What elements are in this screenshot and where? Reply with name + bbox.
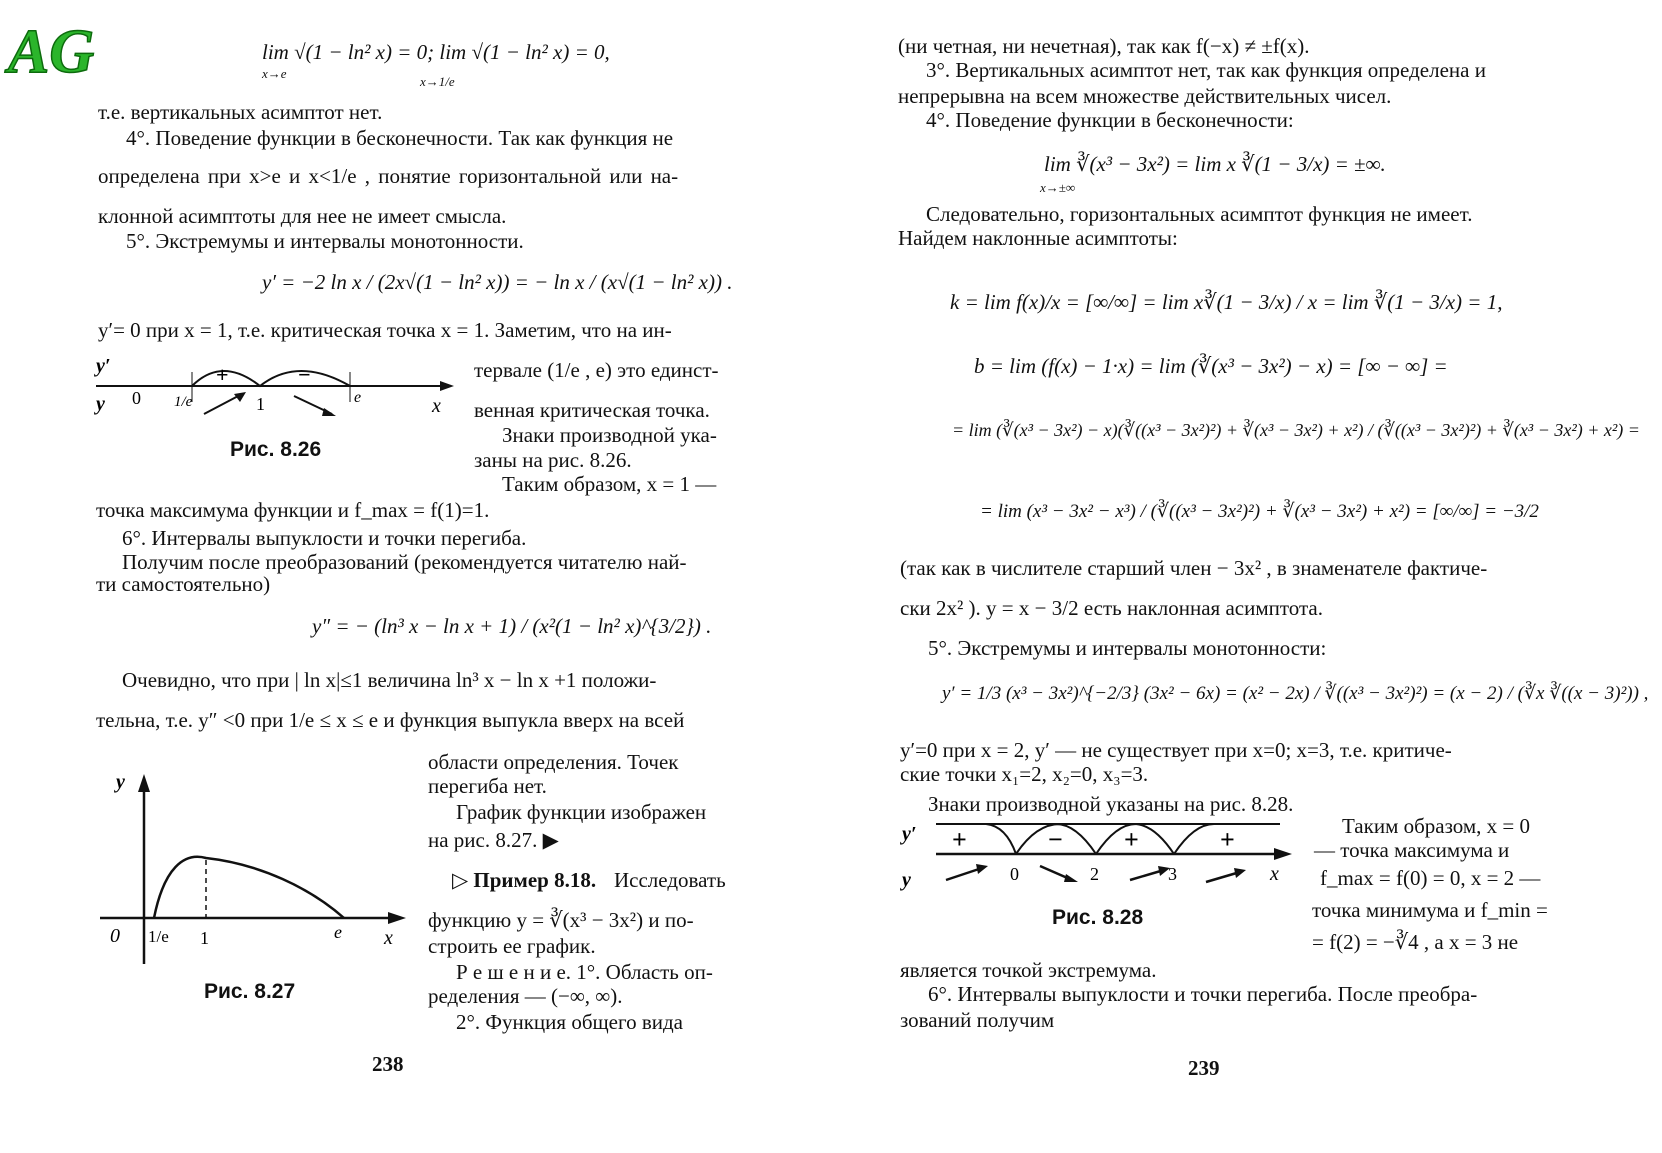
page-number-left: 238	[372, 1052, 404, 1076]
side-text: перегиба нет.	[428, 774, 547, 798]
fig828-y-prime: y′	[902, 823, 917, 845]
text-line: y′=0 при x = 2, y′ — не существует при x=0; x=3, т.е. критиче-	[900, 738, 1452, 762]
text-line: Очевидно, что при | ln x|≤1 величина ln³ x − ln x +1 положи-	[122, 668, 657, 692]
text-line: Следовательно, горизонтальных асимптот функция не имеет.	[926, 202, 1473, 226]
limit-sub-2: x→1/e	[420, 74, 455, 89]
example-text: Р е ш е н и е. 1°. Область оп-	[456, 960, 713, 984]
fig826-caption: Рис. 8.26	[230, 438, 322, 461]
infinity-formula: lim ∛(x³ − 3x²) = lim x ∛(1 − 3/x) = ±∞.	[1044, 152, 1386, 176]
side-text: Таким образом, x = 0	[1342, 814, 1531, 838]
side-text: тервале (1/e , e) это единст-	[474, 358, 719, 382]
fig828-three: 3	[1168, 864, 1177, 884]
text-line: y′= 0 при x = 1, т.е. критическая точка x = 1. Заметим, что на ин-	[98, 318, 672, 342]
fig828-sign: −	[1048, 825, 1063, 854]
fig826-one: 1	[256, 394, 265, 414]
right-page	[830, 0, 1662, 1153]
example-text: строить ее график.	[428, 934, 596, 958]
text-line: т.е. вертикальных асимптот нет.	[98, 100, 383, 124]
side-text: области определения. Точек	[428, 750, 679, 774]
fig828-caption: Рис. 8.28	[1052, 906, 1144, 929]
text-line: является точкой экстремума.	[900, 958, 1157, 982]
side-text: заны на рис. 8.26.	[474, 448, 632, 472]
second-derivative-formula: y″ = − (ln³ x − ln x + 1) / (x²(1 − ln² x)^{3/2}) .	[312, 614, 712, 638]
side-text: точка минимума и f_min =	[1312, 898, 1548, 922]
left-page	[0, 0, 830, 1153]
fig828-x: x	[1270, 863, 1279, 885]
side-text: — точка максимума и	[1314, 838, 1510, 862]
text-line: ти самостоятельно)	[96, 572, 271, 596]
y-prime-formula: y′ = 1/3 (x³ − 3x²)^{−2/3} (3x² − 6x) = (x² − 2x) / ∛((x³ − 3x²)²) = (x − 2) / (∛x ∛((x − 3)²)) ,	[942, 683, 1649, 704]
b-formula-3: = lim (x³ − 3x² − x³) / (∛((x³ − 3x²)²) + ∛(x³ − 3x²) + x²) = [∞/∞] = −3/2	[980, 501, 1539, 522]
fig828-sign: +	[1124, 825, 1139, 854]
text-line: Найдем наклонные асимптоты:	[898, 226, 1178, 250]
example-text: Исследовать	[614, 868, 726, 892]
fig826-y-prime: y′	[96, 355, 111, 377]
limit-sub: x→±∞	[1040, 180, 1076, 195]
fig827-x: x	[384, 927, 393, 949]
side-text: венная критическая точка.	[474, 398, 710, 422]
text-line: 6°. Интервалы выпуклости и точки перегиба. После преобра-	[928, 982, 1478, 1006]
text-line: Получим после преобразований (рекомендуется читателю най-	[122, 550, 687, 574]
fig827-one: 1	[200, 928, 209, 948]
example-text: функцию y = ∛(x³ − 3x²) и по-	[428, 908, 694, 932]
fig828-y: y	[902, 869, 911, 891]
fig826-zero: 0	[132, 388, 141, 408]
text-line: тельна, т.е. y″ <0 при 1/e ≤ x ≤ e и функция выпукла вверх на всей	[96, 708, 685, 732]
figure-8-26	[92, 352, 462, 432]
ag-logo	[6, 6, 95, 86]
limit-sub-1: x→e	[262, 66, 287, 81]
page-number-right: 239	[1188, 1056, 1220, 1080]
fig827-e: e	[334, 922, 342, 942]
derivative-formula: y′ = −2 ln x / (2x√(1 − ln² x)) = − ln x / (x√(1 − ln² x)) .	[262, 270, 733, 294]
text-line: 3°. Вертикальных асимптот нет, так как функция определена и	[926, 58, 1486, 82]
side-text: f_max = f(0) = 0, x = 2 —	[1320, 866, 1541, 890]
text-line: ские точки x₁=2, x₂=0, x₃=3.	[900, 762, 1149, 786]
figure-8-27	[100, 768, 410, 978]
fig826-y: y	[96, 393, 105, 415]
text-line: зований получим	[900, 1008, 1055, 1032]
b-formula: b = lim (f(x) − 1·x) = lim (∛(x³ − 3x²) − x) = [∞ − ∞] =	[974, 354, 1448, 378]
text-line: клонной асимптоты для нее не имеет смысла.	[98, 204, 507, 228]
k-formula: k = lim f(x)/x = [∞/∞] = lim x∛(1 − 3/x) / x = lim ∛(1 − 3/x) = 1,	[950, 290, 1503, 314]
fig827-caption: Рис. 8.27	[204, 980, 296, 1003]
figure-8-28	[896, 816, 1316, 896]
text-line: 5°. Экстремумы и интервалы монотонности:	[928, 636, 1327, 660]
example-title: ▷ Пример 8.18.	[452, 868, 597, 892]
fig828-sign: +	[1220, 825, 1235, 854]
fig827-one-over-e: 1/e	[148, 927, 169, 946]
fig826-minus: −	[298, 362, 311, 387]
fig826-x: x	[432, 395, 441, 417]
text-line: (ни четная, ни нечетная), так как f(−x) ≠ ±f(x).	[898, 34, 1310, 58]
b-formula-2: = lim (∛(x³ − 3x²) − x)(∛((x³ − 3x²)²) + ∛(x³ − 3x²) + x²) / (∛((x³ − 3x²)²) + ∛(x³ − 3x²) + x²) =	[952, 420, 1640, 440]
text-line: ски 2x² ). y = x − 3/2 есть наклонная асимптота.	[900, 596, 1323, 620]
fig826-e: e	[354, 389, 362, 406]
fig828-two: 2	[1090, 864, 1099, 884]
text-line: Знаки производной указаны на рис. 8.28.	[928, 792, 1294, 816]
fig828-sign: +	[952, 825, 967, 854]
text-line: 4°. Поведение функции в бесконечности:	[926, 108, 1294, 132]
fig828-zero: 0	[1010, 864, 1019, 884]
text-line: точка максимума функции и f_max = f(1)=1.	[96, 498, 490, 522]
example-text: 2°. Функция общего вида	[456, 1010, 683, 1034]
text-line: (так как в числителе старший член − 3x² , в знаменателе фактиче-	[900, 556, 1488, 580]
example-text: ределения — (−∞, ∞).	[428, 984, 623, 1008]
text-line: 4°. Поведение функции в бесконечности. Так как функция не	[126, 126, 674, 150]
side-text: Знаки производной ука-	[502, 423, 717, 447]
text-line: непрерывна на всем множестве действительных чисел.	[898, 84, 1392, 108]
fig826-plus: +	[216, 362, 229, 387]
fig826-one-over-e: 1/e	[174, 394, 193, 410]
fig827-zero: 0	[110, 925, 120, 947]
side-text: = f(2) = −∛4 , а x = 3 не	[1312, 930, 1519, 954]
logo-text: AG	[8, 18, 95, 86]
text-line: определена при x>e и x<1/e , понятие горизонтальной или на-	[98, 164, 679, 188]
text-line: 5°. Экстремумы и интервалы монотонности.	[126, 229, 524, 253]
side-text: на рис. 8.27. ▶	[428, 828, 559, 852]
text-line: 6°. Интервалы выпуклости и точки перегиба.	[122, 526, 527, 550]
fig827-y: y	[116, 771, 125, 793]
side-text: График функции изображен	[456, 800, 707, 824]
limits-formula: lim √(1 − ln² x) = 0; lim √(1 − ln² x) = 0,	[262, 40, 610, 64]
side-text: Таким образом, x = 1 —	[502, 472, 717, 496]
